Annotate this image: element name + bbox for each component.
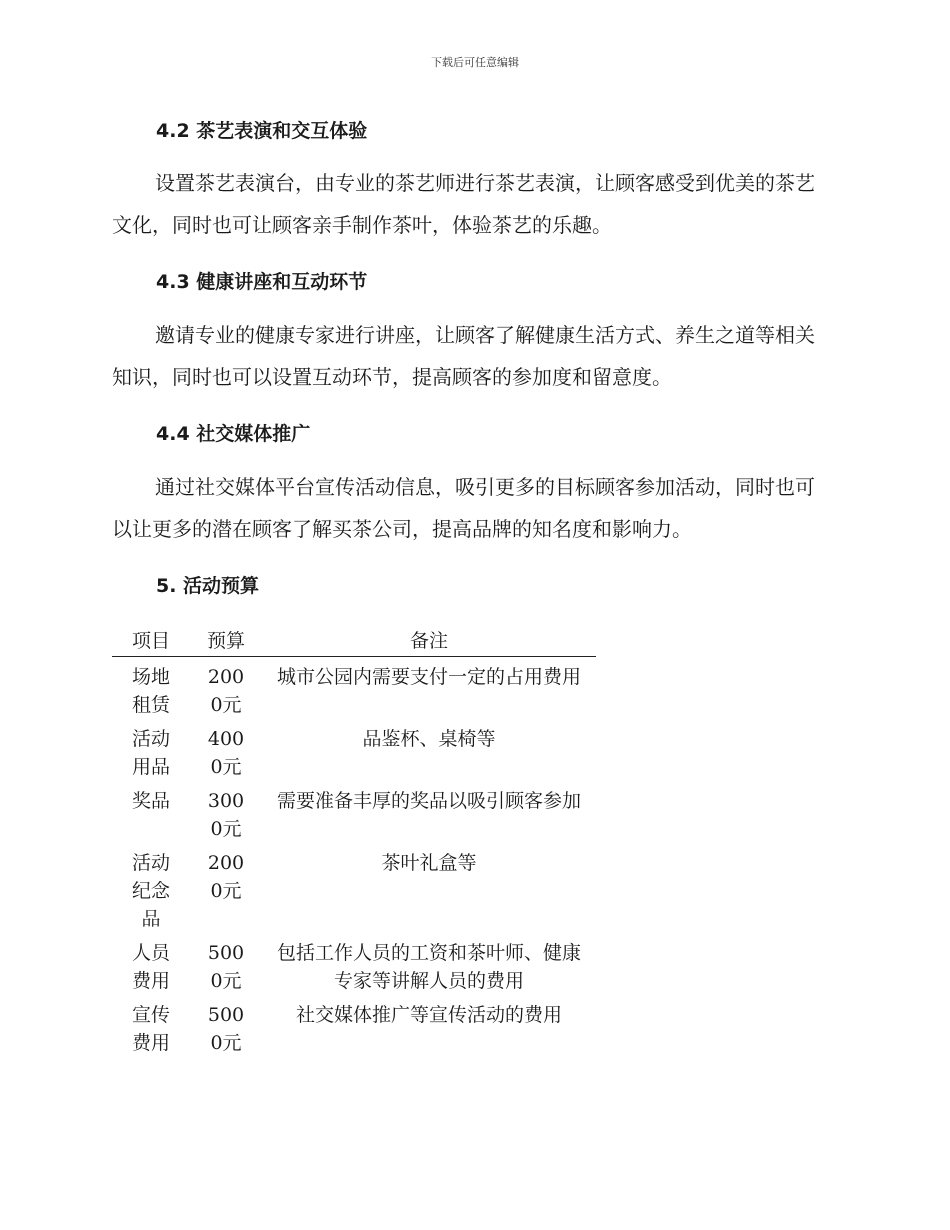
column-header-budget: 预算 [190,622,262,657]
table-row [112,781,596,843]
table-row [112,657,596,720]
section-body-4-4: 通过社交媒体平台宣传活动信息，吸引更多的目标顾客参加活动，同时也可以让更多的潜在顾客了解买茶公司，提高品牌的知名度和影响力。 [112,475,815,541]
table-row [112,719,596,781]
section-heading-4-3: 4.3 健康讲座和互动环节 [156,271,368,293]
row-budget: 2000元 [207,852,245,902]
section-body-4-3: 邀请专业的健康专家进行讲座，让顾客了解健康生活方式、养生之道等相关知识，同时也可以设置互动环节，提高顾客的参加度和留意度。 [112,323,815,389]
column-header-item: 项目 [112,622,190,657]
row-budget: 3000元 [207,790,245,840]
row-item: 场地租赁 [131,666,170,716]
section-heading-4-4: 4.4 社交媒体推广 [156,423,311,445]
row-item: 奖品 [131,790,170,812]
row-budget: 5000元 [207,942,245,992]
row-budget: 4000元 [207,728,245,778]
row-note: 品鉴杯、桌椅等 [362,728,496,750]
section-body-4-2: 设置茶艺表演台，由专业的茶艺师进行茶艺表演，让顾客感受到优美的茶艺文化，同时也可让顾客亲手制作茶叶，体验茶艺的乐趣。 [112,171,815,237]
row-item: 宣传费用 [131,1004,170,1054]
page-header: 下载后可任意编辑 [431,56,519,69]
row-note: 社交媒体推广等宣传活动的费用 [295,1004,562,1026]
table-row [112,843,596,933]
row-note: 茶叶礼盒等 [381,852,477,874]
budget-heading: 5. 活动预算 [156,575,260,597]
row-note: 包括工作人员的工资和茶叶师、健康专家等讲解人员的费用 [276,942,581,992]
table-row [112,933,596,995]
row-item: 活动纪念品 [131,852,170,930]
row-budget: 2000元 [207,666,245,716]
column-header-note: 备注 [262,622,596,657]
row-note: 城市公园内需要支付一定的占用费用 [276,666,581,688]
row-item: 人员费用 [131,942,170,992]
row-note: 需要准备丰厚的奖品以吸引顾客参加 [276,790,581,812]
budget-table [112,622,596,1057]
table-row [112,995,596,1057]
section-heading-4-2: 4.2 茶艺表演和交互体验 [156,120,368,142]
budget-table-header-row [112,622,596,657]
row-budget: 5000元 [207,1004,245,1054]
row-item: 活动用品 [131,728,170,778]
